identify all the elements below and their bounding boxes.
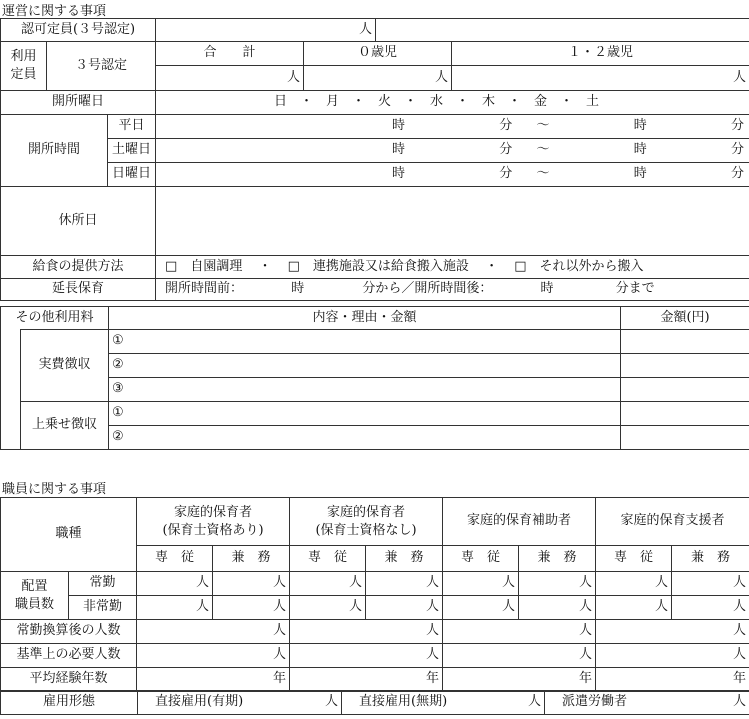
capacity-value[interactable]: 人 (156, 19, 376, 42)
capacity-blank (376, 19, 749, 42)
experience-cell[interactable]: 年 (596, 668, 749, 692)
actual-row-3[interactable]: ③ (109, 378, 621, 402)
actual-amount-2[interactable] (621, 354, 749, 378)
regular-cell[interactable]: 人 (366, 572, 443, 596)
part-time-label: 非常勤 (69, 596, 137, 620)
required-cell[interactable]: 人 (290, 644, 443, 668)
experience-cell[interactable]: 年 (290, 668, 443, 692)
emp-dispatch[interactable]: 派遣労働者 人 (545, 691, 749, 715)
regular-cell[interactable]: 人 (137, 572, 213, 596)
meal-options[interactable]: □ 自園調理 ・ □ 連携施設又は給食搬入施設 ・ □ それ以外から搬入 (156, 256, 749, 279)
saturday-label: 土曜日 (108, 139, 156, 163)
converted-cell[interactable]: 人 (290, 620, 443, 644)
saturday-hours[interactable]: 時 分 ～ 時 分 (156, 139, 749, 163)
concurrent-1: 兼 務 (213, 546, 290, 572)
open-days-label: 開所曜日 (1, 91, 156, 115)
extra-amount-2[interactable] (621, 426, 749, 450)
employment-table (0, 690, 749, 715)
experience-cell[interactable]: 年 (443, 668, 596, 692)
dedicated-2: 専 従 (290, 546, 366, 572)
age0-value[interactable]: 人 (304, 66, 452, 91)
meal-label: 給食の提供方法 (1, 256, 156, 279)
total-label: 合 計 (156, 42, 304, 66)
regular-label: 常勤 (69, 572, 137, 596)
actual-label: 実費徴収 (21, 330, 109, 402)
total-value[interactable]: 人 (156, 66, 304, 91)
staff-section-title: 職員に関する事項 (2, 482, 107, 497)
concurrent-4: 兼 務 (672, 546, 749, 572)
age12-label: １・２歳児 (452, 42, 749, 66)
emp-fixed[interactable]: 直接雇用(有期) 人 (138, 691, 342, 715)
hours-label: 開所時間 (1, 115, 108, 187)
regular-cell[interactable]: 人 (290, 572, 366, 596)
experience-cell[interactable]: 年 (137, 668, 290, 692)
actual-row-1[interactable]: ① (109, 330, 621, 354)
part-time-cell[interactable]: 人 (672, 596, 749, 620)
age0-label: ０歳児 (304, 42, 452, 66)
content-header: 内容・理由・金額 (109, 307, 621, 330)
ops-table (0, 18, 749, 301)
closed-label: 休所日 (1, 187, 156, 256)
weekday-label: 平日 (108, 115, 156, 139)
converted-cell[interactable]: 人 (596, 620, 749, 644)
part-time-cell[interactable]: 人 (137, 596, 213, 620)
amount-header: 金額(円) (621, 307, 749, 330)
sunday-hours[interactable]: 時 分 ～ 時 分 (156, 163, 749, 187)
part-time-cell[interactable]: 人 (519, 596, 596, 620)
ext-label: 延長保育 (1, 279, 156, 301)
converted-label: 常勤換算後の人数 (1, 620, 137, 644)
job-label: 職種 (1, 498, 137, 572)
regular-cell[interactable]: 人 (213, 572, 290, 596)
required-label: 基準上の必要人数 (1, 644, 137, 668)
age12-value[interactable]: 人 (452, 66, 749, 91)
cert3-label: ３号認定 (47, 42, 156, 91)
converted-cell[interactable]: 人 (443, 620, 596, 644)
col3-header: 家庭的保育補助者 (443, 498, 596, 546)
extra-label: 上乗せ徴収 (21, 402, 109, 450)
actual-amount-1[interactable] (621, 330, 749, 354)
regular-cell[interactable]: 人 (443, 572, 519, 596)
emp-unlimited[interactable]: 直接雇用(無期) 人 (342, 691, 545, 715)
meal-opt-own[interactable]: □ 自園調理 (165, 258, 243, 274)
part-time-cell[interactable]: 人 (596, 596, 672, 620)
dedicated-3: 専 従 (443, 546, 519, 572)
employment-label: 雇用形態 (1, 691, 138, 715)
meal-opt-other[interactable]: □ それ以外から搬入 (514, 258, 644, 274)
meal-opt-linked[interactable]: □ 連携施設又は給食搬入施設 (287, 258, 469, 274)
part-time-cell[interactable]: 人 (213, 596, 290, 620)
converted-cell[interactable]: 人 (137, 620, 290, 644)
col1-header: 家庭的保育者 (保育士資格あり) (137, 498, 290, 546)
dedicated-4: 専 従 (596, 546, 672, 572)
open-days-value[interactable]: 日 ・ 月 ・ 火 ・ 水 ・ 木 ・ 金 ・ 土 (156, 91, 749, 115)
sunday-label: 日曜日 (108, 163, 156, 187)
capacity-label: 認可定員(３号認定) (1, 19, 156, 42)
closed-value[interactable] (156, 187, 749, 256)
required-cell[interactable]: 人 (137, 644, 290, 668)
actual-amount-3[interactable] (621, 378, 749, 402)
actual-row-2[interactable]: ② (109, 354, 621, 378)
part-time-cell[interactable]: 人 (443, 596, 519, 620)
ext-value[interactable]: 開所時間前： 時 分から／開所時間後： 時 分まで (156, 279, 749, 301)
regular-cell[interactable]: 人 (596, 572, 672, 596)
regular-cell[interactable]: 人 (519, 572, 596, 596)
staff-table (0, 497, 749, 692)
regular-cell[interactable]: 人 (672, 572, 749, 596)
required-cell[interactable]: 人 (596, 644, 749, 668)
ops-section-title: 運営に関する事項 (2, 4, 107, 19)
extra-amount-1[interactable] (621, 402, 749, 426)
experience-label: 平均経験年数 (1, 668, 137, 692)
dedicated-1: 専 従 (137, 546, 213, 572)
weekday-hours[interactable]: 時 分 ～ 時 分 (156, 115, 749, 139)
concurrent-2: 兼 務 (366, 546, 443, 572)
placement-label: 配置 職員数 (1, 572, 69, 620)
part-time-cell[interactable]: 人 (366, 596, 443, 620)
fees-table (0, 306, 749, 450)
col2-header: 家庭的保育者 (保育士資格なし) (290, 498, 443, 546)
col4-header: 家庭的保育支援者 (596, 498, 749, 546)
concurrent-3: 兼 務 (519, 546, 596, 572)
other-fee-label: その他利用料 (1, 307, 109, 330)
extra-row-2[interactable]: ② (109, 426, 621, 450)
fee-indent (1, 330, 21, 450)
usage-label: 利用 定員 (1, 42, 47, 91)
extra-row-1[interactable]: ① (109, 402, 621, 426)
required-cell[interactable]: 人 (443, 644, 596, 668)
part-time-cell[interactable]: 人 (290, 596, 366, 620)
